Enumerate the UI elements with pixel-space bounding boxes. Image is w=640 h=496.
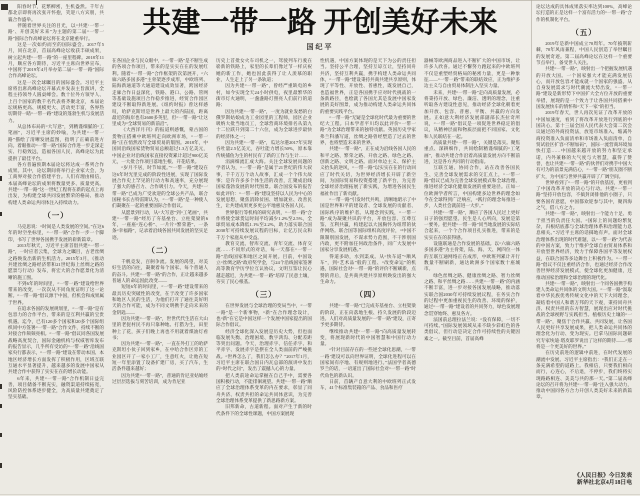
body-paragraph: 因为共建“一带一路”，一直在外打工的哈萨克斯坦小伙子回到家乡，在中哈合作区旁的工业园区开了一家小工厂，生意红火，让他在短短一年里添置了设备扩建厂房，买了汽车，生活条件越来越好； (112, 341, 208, 372)
body-paragraph: 互联互通、协同合作，站在改善各国民生、完善全球发展需求的交汇点上，“一带一路”倡议已成为完善全球发展模式和全球治理、推进经济全球化健康发展的重要途径。正如一位欧洲学者所言，中国构建多边世界的理念如今在全球得到广泛响应，“践行的理念每推进一步，人类社会就前进一大步。” (424, 165, 520, 209)
column-layout (8, 4, 632, 492)
body-paragraph: 6年来，共建“一带一路”合作机制日益完善，项目储备不断充实，融资渠道持续拓宽，风险防控体系逐步健全，为高质量共建奠定了坚实基础。 (8, 375, 104, 400)
source-attribution (536, 471, 632, 488)
attribution-line-1: 《人民日报》今日发表 (574, 472, 632, 479)
body-paragraph: 世界看到了“一带一路”的开放基因，更看到了中国改革开放的决心与行动。共建“一带一路”坚持开放包容，不搞封闭排他的小圈子，只要各国有意愿，中国都欢迎参与其中，聚四海之气，借八方之力。 (536, 179, 632, 211)
body-paragraph: 短短6年的时间里，“一带一路”建设带来的最具历史突破性的改变，在于改变了许多国家和地区人民的生活，为他们打开了通往美好明天的合作可能，成为不同文明携手走向未来的金钥匙—— (112, 284, 208, 315)
body-paragraph: “针对目前存在的一些逆全球化思潮，‘一带一路’建设可以向世界证明，全球化进程可以在国家间有序地、有规则地进行。”法国学者高德罗兰的话，一语道出了国际社会对“一带一路”时代角色的新认识。 (320, 347, 416, 378)
page-bottom-rule (0, 494, 640, 495)
body-paragraph: 共建“一带一路”，映射出一个把握发展机遇的开放大国。一个国家强大才能充满发展信心，而开放包容才能成就一个国家的强盛。从自身发展需求与时代潮流大势出发，“一带一路”建设是新形势下中国扩大全方位开放的重要举措，展现的是一个致力于让各国共同搭乘中国发展快车的情怀和“天下一家”的担当。 (536, 66, 632, 110)
body-paragraph: 因为共建“一带一路”，瓜达尔港2017年实现吞吐量2.5亿美元，吞吐能力增长50%，原本靠传统捕鱼为生的村民有了新的工作与生计…… (216, 140, 312, 158)
scan-artifact (0, 176, 2, 181)
body-paragraph: 设施联通是合作发展的基础。以“六廊六路多国多港”为主骨架，陆、海、天、网四位一体的互联互通网络正在成形，中欧班列累计开行数量不断刷新，通达欧洲多个国家数十座城市。 (424, 241, 520, 272)
scan-artifact (0, 212, 2, 216)
body-paragraph: 继续推动共建“一带一路”向高质量发展转变，将展现新时代的中国智慧和中国行动力量。 (320, 328, 416, 347)
body-paragraph: 共建“一带一路”，正在成为沿线各国人民的和平之路、繁荣之路、开放之路、绿色之路、创新之路、文明之路。面对单边主义、保护主义抬头的逆风，“一带一路”以实实在在的行动回应了时代关切，为世界经济增长开辟了新空间，为国际贸易和投资搭建了新平台，为完善全球经济治理拓展了新实践，为增进各国民生福祉作出了新贡献。 (320, 146, 416, 196)
body-paragraph: 绿色丝绸之路、健康丝绸之路、智力丝绸之路、和平丝绸之路……共建“一带一路”的内涵不断丰富，进一步对接各国发展战略，推动落实联合国2030年可持续发展议程，在务实合作的过程中更加重视民生的改善、环境的保护，通过“一带一路”建设者的共同努力，绿色发展理念贯穿始终、惠及各方。 (424, 272, 520, 316)
body-paragraph: 把人类前途命运掌握在自己手中，需要各国积极行动，不能徘徊观望。共建“一带一路”顺应了全球治理体系变革的内在要求，彰显了同舟共济、权责共担的命运共同体意识，为完善全球治理体系变革提供了新思路新方案。 (216, 372, 312, 403)
headline-block (112, 4, 528, 58)
section-marker: （五） (571, 27, 597, 37)
body-paragraph: “一带一路”无疑是全球化时代最为重要的世纪大工程。日本学者平川均以此评价“一带一路”为全球治理带来的独特贡献。英国历史学家弗兰科潘写道，丝绸之路曾经塑造了过去的世界，也将塑造未来的世界。 (320, 114, 416, 146)
body-paragraph: 2019年春天，世人再次见证了改革开放的中国加速度，看到了将改革开放进行到底的中国决心。第十三届全国人民代表大会第二次会议通过的外商投资法，放宽市场准入，缩减外商投资准入负面清单和市场准入负面清单，自贸试验区扩容“不断加码”，国际一流营商环境加快打造……中国越来越开放的努力和坚定承诺，内外兼修的大气度与大智慧，赢得了赞誉，也让共建“一带一路”的伙伴们对携手中国大有可为的前景充满信心，“一带一路”朋友圈不断扩大，为中国与世界共赢开辟了广阔空间。 (536, 110, 632, 179)
body-paragraph: “岁月不居，时节如流。”“一带一路”建设在这6年时光里完成的阶段性进展，实现了国际发展合作史上罕见的行动力和高速率，充分展现了强大的感召力、合作吸引力。今天，共建“一带一路”已成为广受欢迎的全球公共产品，联合国秘书长古特雷斯认为，“一带一路”是一种使人们凝聚在一起的重要国际合作倡议。 (112, 165, 208, 209)
body-paragraph: 这是一次全球瞩目的国际盛会。习近平主席将出席高峰论坛开幕式并发表主旨演讲，全程主持领导人圆桌峰会。数十位外方领导人、上百个国家的数千名代表将齐聚北京，本届论坛规格更高、规模更大、活动更丰富，各界热切期待一睹“一带一路”建设的蓬勃生机与发展活力。 (8, 79, 104, 123)
body-paragraph: 经济全球化深入发展是历史大势，但也面临发展失衡、治理困境、数字鸿沟、分配差距等突出问题。今天，治理赤字、信任赤字、和平赤字、发展赤字是摆在全人类面前的严峻挑战。“世界怎么了，我们怎么办？”2017年1月，习近平主席在联合国日内瓦总部的演讲中发出的“时代之问”，发出了震撼人心的力量。 (216, 328, 312, 372)
body-paragraph: 因为共建“一带一路”，曾经严重缺电的乡村，如今实现全天24小时供电，夜里最繁华的街市灯火通明，一盏盏路灯照亮人们前行的道路； (216, 83, 312, 108)
scan-artifact (0, 384, 2, 389)
text-column-3 (216, 58, 312, 486)
body-paragraph: 2019年是新中国成立70周年。70年披荆斩棘，70年风雨兼程，中国人民创造了举世瞩目的发展奇迹。第二届高峰论坛在这样一个重要节点举行，备受世人关注。 (536, 40, 632, 65)
body-paragraph: 伴随着世界关注的目光，以“共建‘一带一路’、开创美好未来”为主题的第二届“一带一路”国际合作高峰论坛将在北京隆重举行。 (8, 22, 104, 41)
body-paragraph: 各方普遍预期本届论坛将达成一系列合作成果。其中，论坛期间将举行企业家大会，为工商界对接合作搭建平台。人们有理由相信，本届高峰论坛的成果将数量更多、质量更高。共建“一带一路”这一世纪工程将在新的起点上再出发，为构建全球共同发展繁荣的格局、推动构建人类命运共同体注入持续动力。 (8, 161, 104, 205)
body-paragraph: 在历史前进的逻辑中前进，在时代发展的潮流中发展。习近平主席指出：“我们正走在一条充满希望的道路上。我相信，只要我们相向而行，心连心，不后退，不停步，我们终将实现路路相连、美美与共的那一天。”第二届高峰论坛的召开将为共建“一带一路”注入强大动力，推动中国同各方合力开创人类美好未来的新篇章。 (536, 350, 632, 400)
body-paragraph: 共建“一带一路”已完成夯基垒台、立柱架梁的阶段，正在向落地生根、持久发展的阶段迈进。人们对高质量发展的“一带一路”建设，正寄予更多期待。 (320, 303, 416, 328)
body-paragraph: 性机遇，中国方案体现的是天下为公的责任担当。坚持公平合理，坚持互谅互让，坚持同舟共济，坚持互利共赢，携手构建人类命运共同体，“一带一路”建设秉持共商共建共享原则，体现了平等性、开放性、普惠性，既发展自己，也造福世界，正是各国携手应对时代挑战的一条新路径，也绘就了各国尤其是发展中国家发展的美好图景，成为推动构建人类命运共同体的重要实践平台。 (320, 58, 416, 114)
body-paragraph: 器械等欧洲商品进入不断扩大的中国市场，让许多人欣喜。通过不懈努力跑起来的中欧班列不仅是重塑经贸格局的秘密力量，更是一种象征——“一带一路”带来的联结效应，正为维护多边主义与自由贸易体制注入坚实力量。 (424, 58, 520, 89)
body-paragraph: 《大西洋月刊》的报道则感慨，蒙古国的货物正搭乘中欧班列走向欧洲市场，“一带一路”正在悄然改写全球贸易的版图。2018年，中国同沿线国家货物贸易总额超过1.3万亿美元，中国企业对沿线国家直接投资累计超过900亿美元，一大批合作项目落地生根、开花结果。 (112, 127, 208, 164)
center-section (112, 4, 528, 492)
body-paragraph: 在各国企业与民众眼中，“一带一路”是不断生成的各项合作项目，带来的是实实在在的发展红利。随着“一带一路”合作框架的次第展开，“六廊六路多国多港”主骨架逐步成形，中欧班列、陆海新通道等大通道建设成效显著，跨国经济走廊合作日益深化，铁路、港口、公路、管网等基础设施项目合作稳步推进，经贸合作园区建设不断取得新进展。《纽约时报》曾这样感叹，哈萨克斯坦是世界上最大的内陆国，距离最近的海岸也有2600多英里，但“一带一路”让这里成为“全球贸易的新前沿”。 (112, 58, 208, 127)
body-paragraph: 这是一次如约而至的国际盛会。2017年5月，同在北京，首届高峰论坛收获丰硕成果，树立起共建“一带一路”的一座里程碑。2018年11月，顺应各方期待，习近平主席向世界宣布，中国将于2019年4月举办第二届“一带一路”国际合作高峰论坛。 (8, 41, 104, 79)
scan-artifact (0, 433, 2, 437)
text-column-2 (112, 58, 208, 486)
body-paragraph: 从总体布局的“大写意”，到精谨细腻的“工笔画”，习近平主席的妙喻，为共建“一带一路”描绘了清晰发展蓝图，指明了正确前进方向。着眼推动“一带一路”国际合作进一步走深走实、行稳致远，造福各国人民，高峰论坛为此提供了最佳平台。 (8, 123, 104, 161)
text-column-4 (320, 58, 416, 486)
section-marker: （二） (147, 246, 173, 256)
attribution-line-2: 新华社北京4月18日电 (576, 480, 632, 487)
byline: 国纪平 (306, 43, 334, 51)
text-column-1 (8, 4, 104, 490)
body-paragraph: 旧邦新命，古道新程。面对产生于新的时代条件下的全球性课题，中国方案展现 (216, 404, 312, 416)
body-paragraph: 因为共建“一带一路”，普通的肯尼亚姑娘经过层层选拔与刻苦培训，成为肯尼亚 (112, 372, 208, 384)
body-paragraph: 不到6年的时间里，“一带一路”建设给世界带来的改变，一次次从不同角度证明了这一论断。“一带一路”倡议源于中国，但机会和成果属于世界。 (8, 280, 104, 305)
scan-artifact (1, 4, 8, 10)
body-paragraph: 得道多助，水到渠成。从“快车道”“顺风车”，到“艺术品”般的工程、“改变命运”的机遇，国际社会对“一带一路”的评价不断刷新，点赞的背后，是共商共建共享原则焕发出的强大生命力。 (320, 253, 416, 284)
body-paragraph: 马克思说：“时间是人类发展的空间。”在这6年的时空坐标里，“一带一路”合作一步一个脚印，书写了世界各国携手发展的崭新篇章。 (8, 224, 104, 242)
center-columns (112, 58, 528, 492)
scan-artifact (0, 404, 2, 408)
body-paragraph: 千帆竞发，百舸争流。发展的渴望，对美好生活的向往，凝聚着每个国家、每个普通人的奋斗。共建“一带一路”的合作，正让越来越多普通人的命运因此改变—— (112, 259, 208, 283)
body-paragraph: 在世界发展与全球治理的变局当中，“一带一路”是一个新事物，“新”在合作理念设计，也“新”在它是中国这样一个发展中国家提出的国际合作倡议。 (216, 303, 312, 328)
body-paragraph: 从愿景到行动，从“大写意”到“工笔画”，共建“一带一路”经历了夯基垒台、立柱架梁的6年，一座座“连心桥”、一片片“繁荣港”、一条条“幸福路”，记录着沿线各国共同发展的坚实足迹。 (112, 209, 208, 240)
section-marker: （一） (43, 211, 69, 220)
page-top-rule (0, 0, 640, 1)
body-paragraph: 涓滴细流汇成大海。关注全球发展问题的学者认为，“一带一路”是属于21世纪的伟大叙事，千千万万个动人故事，汇成一个个伟大故事；是许许多多个体生活的改善，汇聚成沿线国家蓬勃发展的时代图景。联合国发布的报告如此评价：“一带一路”建设坚持以人民为中心的发展思想，聚焦消除贫困、增加就业、改善民生，让共建成果更多更公平地惠及各国人民。 (216, 159, 312, 209)
body-paragraph: 日前，首辆产自意大利的中欧班列正式发车，41个标准集装箱的产品、食品和医疗 (320, 379, 416, 391)
body-paragraph: 在追求各国的发展规划里，“一带一路”是有包容力的合作平台，带来的是互利共赢的宝贵机遇。迄今，已有120多个国家和20多个国际组织同中方签署“一带一路”合作文件，持续不断的对接合作频频亮相。“一带一路”倡议同各国发展战略高度契合，国际金融机构与权威智库发布的报告显示，几乎所有受访的“一带一路”沿线国家央行都表示，“一带一路”建设在带动本国、本地区经济增长方面发挥了积极作用，区域互联互通水平显著提升，越来越多的发展中国家从共建合作中获得了实实在在的增长动能。 (8, 306, 104, 375)
body-paragraph: 2013年秋天，习近平主席首倡共建“一带一路”，一时应者云集，全球为之瞩目，古老丝绸之路焕发出新的生机活力。2015年3月，《推动共建丝绸之路经济带和21世纪海上丝绸之路的愿景与行动》发布，将宏大的合作愿景化为清晰的施工图。 (8, 242, 104, 280)
section-marker: （三） (251, 290, 277, 300)
body-paragraph: 共建“一带一路”，映射出一个能力十足、勇于担当的负责任大国。“国际上的问题纷繁复杂，归根结底都与全球治理体系和治理能力息息相关。”习近平主席的话掷地有声。面对全球治理体系出现的时代难题，以“一带一路”为代表的中国方案，致力于维护全球自由贸易体系和开放型世界经济，致力于保障各国平等发展权益，在联合国等多边舞台上积极作为。“一带一路”倡议不仅注重经济合作，也通过经济合作改善世界经济发展模式，使全球化更加健康，还推动国家治理和全球治理的现代化。 (536, 211, 632, 280)
body-paragraph: 共建“一带一路”，映射出一个同各国携手构建人类命运共同体的文明大国。“一带一路”汲取着中华民族优秀传统文化中的天下大同理念，凝结着中国人和谐万邦的天下观，秉持同舟共济、权责共担的东方智慧，展现出应对时代挑战的全球视野与实践担当。植根历史土壤的“一带一路”，聚焦于合作共赢、共同发展，让各国人民更好共享发展成果，把人类命运共同体的理念化为行动、变为现实。巴拿马国际问题研究专家埃迪·塔皮耶罗说出了这样的期待——“那将是一个更美好的世界。” (536, 280, 632, 349)
headline: 共建一带一路 开创美好未来 (142, 7, 498, 39)
text-column-6 (536, 4, 632, 490)
body-paragraph: 历史上首批女火车司机之一，驾驶列车行驶在崭新的铁路上，家里的长辈们像过节一样庆祝她的新工作，她也因此获得了让人羡慕的职业，人生走上了另一条轨道； (216, 58, 312, 82)
body-paragraph: 因为共建“一带一路”，世世代代生活在大山里的老挝村民不再只靠种地、打猎为生，田里种上了花，孩子们晚上再也不用就着煤油灯看书； (112, 315, 208, 340)
body-paragraph: 未来，共建“一带一路”走向高质量发展，必将秉持开放、绿色、廉洁、透明的理念，注重听取各方建设性意见，推动经济全球化朝着更加开放、包容、普惠、平衡、共赢的方向发展。正如意大利经济发展部副部长杰拉奇所说，“一带一路”倡议是一项促进世界稳定的倡议，从精神层面和物质层面把不同国家、文化和人民联结在一起。 (424, 89, 520, 139)
body-paragraph: 阳春时节，花繁柳密，生机盎然。千年古都北京即将再次张开怀抱，笑迎八方宾朋，共襄合作盛举。 (8, 4, 104, 22)
body-paragraph: 教育交流、智库交流、青年交流、体育交流……不同形式的对话，每一天都在“一带一路”沿线国家和地区之间开展。目前，中国设立“丝绸之路”政府奖学金，与24个沿线国家签署高等教育学历学位互认协议，文明互鉴让民心越走越近，为共建“一带一路”培厚了民意土壤，夯实了民心根基。 (216, 241, 312, 284)
body-paragraph: 世界银行等机构的研究表明，“一带一路”合作将使全球货运时间平均减少1.2%至2.5%，全球贸易成本降低1.1%至2.2%，助力落实联合国2030年可持续发展议程的目标，让亿万民众和千万个家庭从中受益。 (216, 209, 312, 240)
body-paragraph: 因为共建“一带一路”，一度为就业发愁的白俄罗斯姑娘成为工业园里的工程师，园区企业吸纳大批当地员工，全球营商环境排名从第九十二位跃升到第二十六位，成为全球进步最快的经济体之一； (216, 108, 312, 139)
body-paragraph: 共建“一带一路”，顺应了各国人民过上更好日子的强烈愿望。民生是人心所向，发展是第一要务。把共建“一带一路”同当地发展的实际结合起来，一个个合作项目扎实推进，带来的是实实在在的获得感。 (424, 209, 520, 240)
body-paragraph: 高质量共建“一带一路”，关键是落实。聚焦重点、深耕细作，共同绘制精谨细腻的“工笔画”，推动共建合作沿着高质量发展方向不断前进，这是各方共同的行动指南。 (424, 140, 520, 164)
body-paragraph: 论坛达成的具体成果落实率达到100%，高峰论坛打造的正是这样一个富有活力的“一带一路”合作的机制化平台。 (536, 4, 632, 22)
body-paragraph: 法国前总理拉法兰说：“没有保障，一切不可持续。”国际发展领域从来不缺少彩虹色的各类倡议，但行动是决定合作可持续性的关键因素之一。截至目前，首届高峰 (424, 316, 520, 341)
scan-artifact (0, 463, 2, 468)
text-column-5 (424, 58, 520, 486)
section-marker: （四） (355, 290, 381, 300)
body-paragraph: “一带一路”引发时代共鸣，清晰地昭示了中国是世界和平的建设者、全球发展的贡献者、国际秩序的维护者。从理念到实践，“一带一路”成为凝聚共识的平台，开放包容、互尊互鉴、互利共赢，构建起以大国胸怀为纽带的伙伴网络。联合国等国际组织高度评价，“中国不限制别国发展，不谋求势力范围，不干涉别国内政，更不附加任何政治条件，同广大发展中国家分享发展机遇。” (320, 196, 416, 253)
